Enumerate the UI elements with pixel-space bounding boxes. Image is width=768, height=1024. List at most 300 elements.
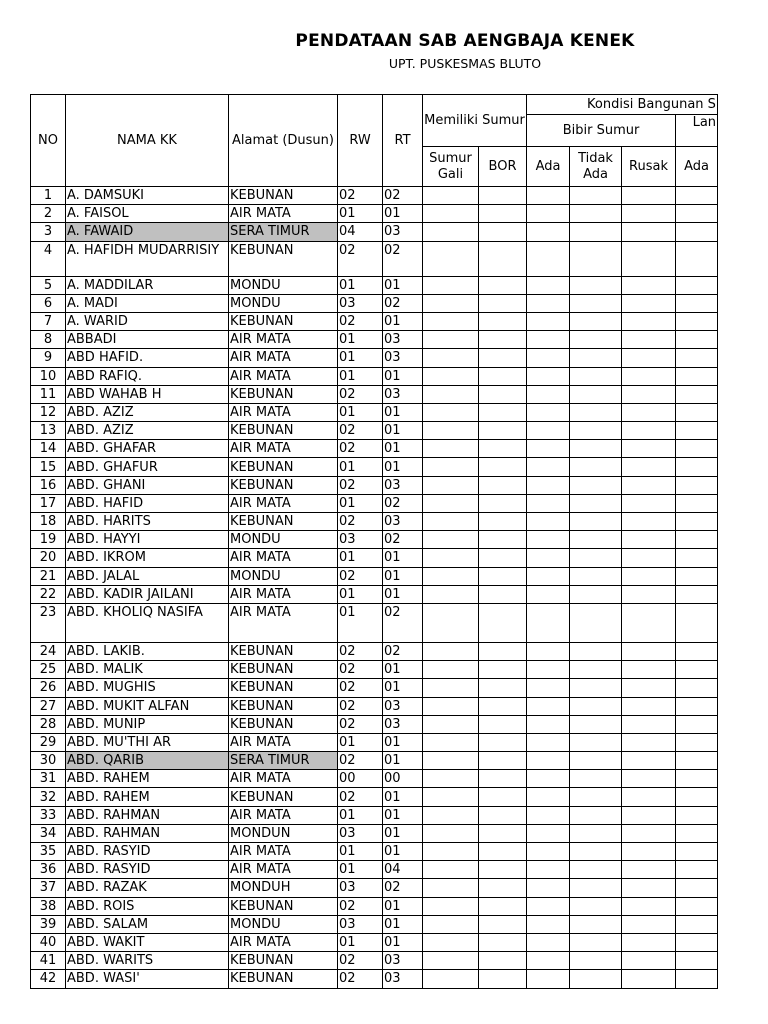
table-row (31, 915, 718, 933)
empty-cell (423, 970, 479, 988)
row-nama-kk: ABD. RAHMAN (66, 824, 229, 842)
empty-cell (676, 715, 718, 733)
row-number: 18 (31, 513, 66, 531)
row-number: 5 (31, 276, 66, 294)
table-row (31, 661, 718, 679)
empty-cell (622, 187, 676, 205)
table-row (31, 715, 718, 733)
empty-cell (423, 806, 479, 824)
empty-cell (622, 223, 676, 241)
row-number: 21 (31, 567, 66, 585)
row-alamat: KEBUNAN (229, 679, 338, 697)
empty-cell (676, 603, 718, 642)
empty-cell (423, 476, 479, 494)
row-rw: 01 (338, 549, 383, 567)
table-row (31, 223, 718, 241)
empty-cell (479, 679, 527, 697)
empty-cell (622, 567, 676, 585)
empty-cell (527, 697, 570, 715)
row-alamat: KEBUNAN (229, 897, 338, 915)
col-header-rusak: Rusak (622, 147, 676, 187)
empty-cell (479, 276, 527, 294)
row-rw: 02 (338, 642, 383, 660)
empty-cell (622, 294, 676, 312)
row-rt: 03 (383, 513, 423, 531)
table-row (31, 879, 718, 897)
empty-cell (676, 440, 718, 458)
empty-cell (423, 494, 479, 512)
empty-cell (527, 585, 570, 603)
empty-cell (676, 843, 718, 861)
empty-cell (622, 241, 676, 276)
empty-cell (676, 187, 718, 205)
row-rw: 01 (338, 806, 383, 824)
empty-cell (479, 603, 527, 642)
row-number: 35 (31, 843, 66, 861)
empty-cell (570, 715, 622, 733)
empty-cell (622, 715, 676, 733)
row-number: 32 (31, 788, 66, 806)
empty-cell (527, 970, 570, 988)
empty-cell (570, 385, 622, 403)
row-number: 38 (31, 897, 66, 915)
row-alamat: AIR MATA (229, 933, 338, 951)
empty-cell (570, 531, 622, 549)
empty-cell (676, 494, 718, 512)
row-rt: 03 (383, 331, 423, 349)
empty-cell (527, 603, 570, 642)
row-number: 36 (31, 861, 66, 879)
empty-cell (527, 897, 570, 915)
data-table (30, 94, 718, 989)
row-alamat: KEBUNAN (229, 697, 338, 715)
empty-cell (676, 567, 718, 585)
row-number: 37 (31, 879, 66, 897)
row-rw: 01 (338, 933, 383, 951)
empty-cell (570, 679, 622, 697)
row-alamat: AIR MATA (229, 770, 338, 788)
row-rw: 01 (338, 403, 383, 421)
row-rt: 03 (383, 970, 423, 988)
table-row (31, 806, 718, 824)
row-rt: 01 (383, 806, 423, 824)
empty-cell (423, 843, 479, 861)
empty-cell (622, 440, 676, 458)
row-alamat: KEBUNAN (229, 476, 338, 494)
col-header-tidak-ada: Tidak Ada (570, 147, 622, 187)
row-number: 14 (31, 440, 66, 458)
row-alamat: KEBUNAN (229, 642, 338, 660)
empty-cell (527, 223, 570, 241)
row-alamat: KEBUNAN (229, 187, 338, 205)
row-nama-kk: ABD. GHANI (66, 476, 229, 494)
row-nama-kk: ABD. WARITS (66, 952, 229, 970)
empty-cell (676, 806, 718, 824)
row-alamat: MONDUH (229, 879, 338, 897)
empty-cell (570, 458, 622, 476)
row-alamat: AIR MATA (229, 367, 338, 385)
row-nama-kk: ABD. IKROM (66, 549, 229, 567)
row-nama-kk: ABD. SALAM (66, 915, 229, 933)
row-number: 13 (31, 422, 66, 440)
empty-cell (423, 458, 479, 476)
row-number: 30 (31, 752, 66, 770)
row-rw: 02 (338, 661, 383, 679)
empty-cell (570, 276, 622, 294)
page-subtitle: UPT. PUSKESMAS BLUTO (388, 56, 542, 71)
table-row (31, 697, 718, 715)
empty-cell (479, 205, 527, 223)
table-row (31, 312, 718, 330)
empty-cell (622, 549, 676, 567)
row-rt: 01 (383, 897, 423, 915)
row-nama-kk: ABD HAFID. (66, 349, 229, 367)
row-alamat: MONDUN (229, 824, 338, 842)
empty-cell (527, 276, 570, 294)
empty-cell (570, 770, 622, 788)
empty-cell (622, 697, 676, 715)
row-rw: 02 (338, 513, 383, 531)
empty-cell (527, 952, 570, 970)
empty-cell (570, 933, 622, 951)
empty-cell (527, 476, 570, 494)
row-number: 6 (31, 294, 66, 312)
empty-cell (676, 331, 718, 349)
empty-cell (479, 567, 527, 585)
row-number: 41 (31, 952, 66, 970)
empty-cell (479, 367, 527, 385)
empty-cell (570, 788, 622, 806)
row-rw: 01 (338, 276, 383, 294)
table-body (31, 187, 718, 989)
row-alamat: KEBUNAN (229, 241, 338, 276)
row-alamat: MONDU (229, 915, 338, 933)
row-nama-kk: A. FAISOL (66, 205, 229, 223)
row-number: 15 (31, 458, 66, 476)
empty-cell (570, 367, 622, 385)
row-rt: 02 (383, 879, 423, 897)
empty-cell (570, 642, 622, 660)
row-number: 17 (31, 494, 66, 512)
empty-cell (479, 440, 527, 458)
row-rt: 03 (383, 952, 423, 970)
row-alamat: MONDU (229, 531, 338, 549)
empty-cell (527, 312, 570, 330)
row-alamat: AIR MATA (229, 440, 338, 458)
row-nama-kk: ABD. KADIR JAILANI (66, 585, 229, 603)
row-number: 34 (31, 824, 66, 842)
empty-cell (479, 312, 527, 330)
row-alamat: MONDU (229, 567, 338, 585)
empty-cell (479, 788, 527, 806)
table-row (31, 970, 718, 988)
empty-cell (622, 843, 676, 861)
empty-cell (676, 788, 718, 806)
empty-cell (423, 733, 479, 751)
table-row (31, 531, 718, 549)
col-header-rt: RT (383, 95, 423, 187)
empty-cell (570, 970, 622, 988)
row-alamat: KEBUNAN (229, 312, 338, 330)
empty-cell (527, 843, 570, 861)
col-header-nama-kk: NAMA KK (66, 95, 229, 187)
row-number: 1 (31, 187, 66, 205)
row-rw: 01 (338, 843, 383, 861)
row-rw: 01 (338, 205, 383, 223)
empty-cell (676, 476, 718, 494)
empty-cell (423, 349, 479, 367)
empty-cell (676, 385, 718, 403)
empty-cell (423, 241, 479, 276)
empty-cell (570, 697, 622, 715)
empty-cell (570, 843, 622, 861)
empty-cell (527, 567, 570, 585)
empty-cell (527, 915, 570, 933)
empty-cell (676, 824, 718, 842)
empty-cell (423, 440, 479, 458)
empty-cell (423, 567, 479, 585)
empty-cell (676, 733, 718, 751)
empty-cell (527, 241, 570, 276)
col-header-ada: Ada (527, 147, 570, 187)
empty-cell (676, 915, 718, 933)
empty-cell (479, 458, 527, 476)
table-row (31, 241, 718, 276)
empty-cell (676, 312, 718, 330)
empty-cell (570, 422, 622, 440)
row-rt: 01 (383, 205, 423, 223)
table-row (31, 422, 718, 440)
empty-cell (423, 276, 479, 294)
row-rw: 03 (338, 915, 383, 933)
row-rw: 01 (338, 494, 383, 512)
empty-cell (479, 861, 527, 879)
row-rw: 01 (338, 733, 383, 751)
row-nama-kk: ABD. AZIZ (66, 403, 229, 421)
table-row (31, 276, 718, 294)
empty-cell (527, 513, 570, 531)
empty-cell (622, 458, 676, 476)
row-rw: 02 (338, 567, 383, 585)
empty-cell (423, 385, 479, 403)
row-rt: 01 (383, 843, 423, 861)
empty-cell (570, 205, 622, 223)
row-rw: 01 (338, 458, 383, 476)
row-nama-kk: ABD. AZIZ (66, 422, 229, 440)
empty-cell (423, 661, 479, 679)
empty-cell (479, 697, 527, 715)
row-rt: 02 (383, 642, 423, 660)
empty-cell (527, 494, 570, 512)
empty-cell (423, 331, 479, 349)
empty-cell (570, 403, 622, 421)
row-nama-kk: ABD. MUKIT ALFAN (66, 697, 229, 715)
row-number: 22 (31, 585, 66, 603)
empty-cell (676, 952, 718, 970)
empty-cell (570, 752, 622, 770)
row-rt: 01 (383, 276, 423, 294)
empty-cell (423, 403, 479, 421)
empty-cell (423, 879, 479, 897)
row-rw: 02 (338, 187, 383, 205)
row-rw: 00 (338, 770, 383, 788)
empty-cell (423, 697, 479, 715)
empty-cell (527, 531, 570, 549)
row-nama-kk: ABD WAHAB H (66, 385, 229, 403)
empty-cell (676, 770, 718, 788)
row-rt: 02 (383, 187, 423, 205)
empty-cell (622, 915, 676, 933)
row-nama-kk: ABD. RASYID (66, 861, 229, 879)
col-header-kondisi-bangunan: Kondisi Bangunan S (527, 95, 718, 115)
col-header-alamat: Alamat (Dusun) (229, 95, 338, 187)
row-rw: 02 (338, 385, 383, 403)
row-rw: 01 (338, 349, 383, 367)
col-header-lantai: Lan (676, 115, 718, 147)
empty-cell (622, 661, 676, 679)
empty-cell (570, 440, 622, 458)
empty-cell (479, 385, 527, 403)
row-rt: 03 (383, 476, 423, 494)
row-rw: 02 (338, 312, 383, 330)
empty-cell (622, 531, 676, 549)
table-row (31, 567, 718, 585)
table-row (31, 897, 718, 915)
row-alamat: KEBUNAN (229, 513, 338, 531)
empty-cell (527, 549, 570, 567)
empty-cell (622, 788, 676, 806)
empty-cell (423, 422, 479, 440)
empty-cell (423, 603, 479, 642)
row-nama-kk: A. FAWAID (66, 223, 229, 241)
table-row (31, 476, 718, 494)
empty-cell (622, 824, 676, 842)
row-alamat: KEBUNAN (229, 422, 338, 440)
empty-cell (570, 806, 622, 824)
empty-cell (479, 494, 527, 512)
row-rt: 02 (383, 494, 423, 512)
row-rt: 01 (383, 585, 423, 603)
row-rw: 01 (338, 585, 383, 603)
empty-cell (570, 861, 622, 879)
empty-cell (676, 549, 718, 567)
table-row (31, 349, 718, 367)
row-rw: 02 (338, 422, 383, 440)
empty-cell (622, 806, 676, 824)
empty-cell (676, 661, 718, 679)
row-nama-kk: ABD. GHAFAR (66, 440, 229, 458)
empty-cell (479, 970, 527, 988)
row-rt: 01 (383, 915, 423, 933)
empty-cell (622, 603, 676, 642)
empty-cell (479, 223, 527, 241)
empty-cell (676, 241, 718, 276)
row-rw: 03 (338, 531, 383, 549)
row-number: 27 (31, 697, 66, 715)
empty-cell (570, 294, 622, 312)
row-rt: 01 (383, 933, 423, 951)
col-header-sumur-gali: Sumur Gali (423, 147, 479, 187)
empty-cell (423, 531, 479, 549)
row-rw: 01 (338, 367, 383, 385)
empty-cell (479, 294, 527, 312)
empty-cell (527, 933, 570, 951)
empty-cell (479, 642, 527, 660)
empty-cell (479, 513, 527, 531)
row-rw: 02 (338, 697, 383, 715)
row-rt: 03 (383, 697, 423, 715)
empty-cell (622, 312, 676, 330)
row-rw: 04 (338, 223, 383, 241)
row-rw: 02 (338, 241, 383, 276)
row-rt: 01 (383, 824, 423, 842)
empty-cell (570, 476, 622, 494)
empty-cell (676, 513, 718, 531)
empty-cell (527, 879, 570, 897)
row-number: 10 (31, 367, 66, 385)
empty-cell (479, 661, 527, 679)
empty-cell (527, 661, 570, 679)
empty-cell (423, 223, 479, 241)
empty-cell (423, 788, 479, 806)
empty-cell (423, 861, 479, 879)
empty-cell (479, 806, 527, 824)
empty-cell (676, 349, 718, 367)
row-nama-kk: A. WARID (66, 312, 229, 330)
row-number: 24 (31, 642, 66, 660)
row-rt: 03 (383, 349, 423, 367)
empty-cell (622, 205, 676, 223)
empty-cell (570, 915, 622, 933)
row-rw: 02 (338, 715, 383, 733)
row-number: 39 (31, 915, 66, 933)
col-header-bor: BOR (479, 147, 527, 187)
row-nama-kk: ABD. HARITS (66, 513, 229, 531)
table-row (31, 679, 718, 697)
row-rt: 01 (383, 403, 423, 421)
empty-cell (622, 276, 676, 294)
empty-cell (479, 715, 527, 733)
row-rw: 03 (338, 294, 383, 312)
row-rt: 01 (383, 422, 423, 440)
empty-cell (527, 187, 570, 205)
empty-cell (423, 294, 479, 312)
row-alamat: AIR MATA (229, 205, 338, 223)
row-alamat: AIR MATA (229, 585, 338, 603)
empty-cell (676, 697, 718, 715)
empty-cell (527, 205, 570, 223)
row-rt: 01 (383, 549, 423, 567)
table-row (31, 585, 718, 603)
empty-cell (622, 349, 676, 367)
row-alamat: AIR MATA (229, 403, 338, 421)
row-number: 3 (31, 223, 66, 241)
col-header-no: NO (31, 95, 66, 187)
row-rt: 01 (383, 788, 423, 806)
row-rw: 02 (338, 476, 383, 494)
table-row (31, 403, 718, 421)
table-row (31, 187, 718, 205)
empty-cell (423, 770, 479, 788)
empty-cell (423, 933, 479, 951)
empty-cell (423, 897, 479, 915)
empty-cell (622, 752, 676, 770)
empty-cell (527, 403, 570, 421)
empty-cell (676, 933, 718, 951)
row-number: 4 (31, 241, 66, 276)
row-nama-kk: ABD. WASI' (66, 970, 229, 988)
row-nama-kk: ABD. RAZAK (66, 879, 229, 897)
